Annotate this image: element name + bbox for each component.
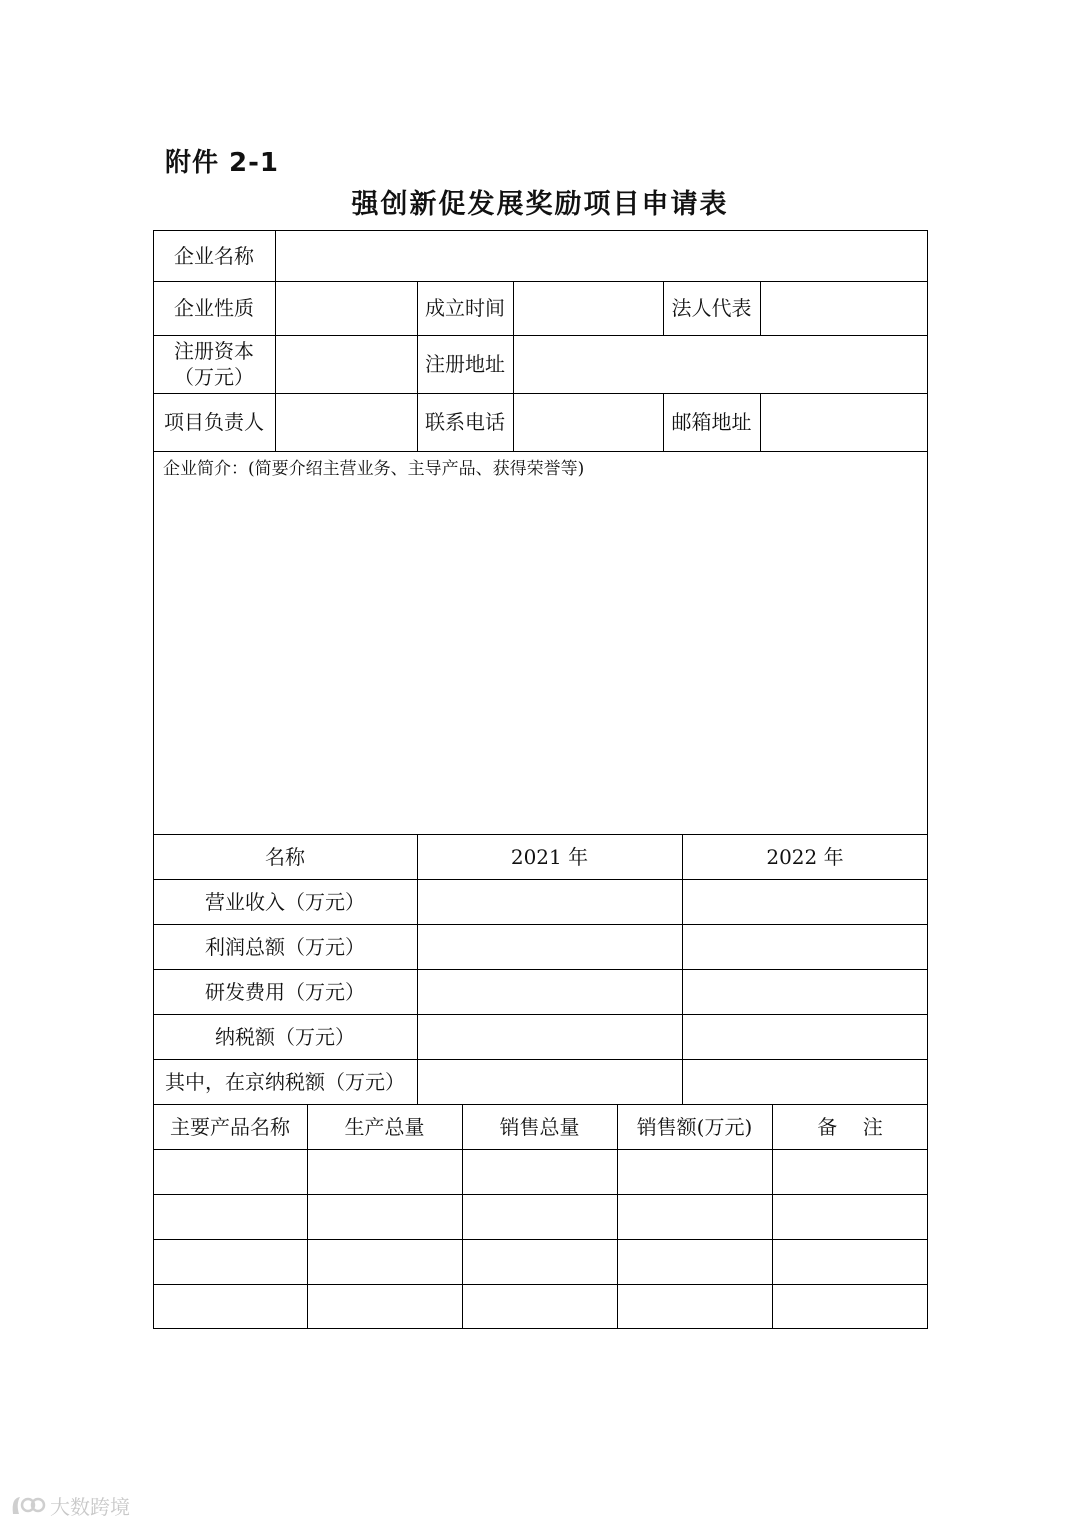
finance-header-name: 名称 — [265, 844, 305, 869]
company-name-field[interactable] — [276, 231, 927, 281]
watermark-logo-icon — [10, 1494, 46, 1518]
product-input-cell[interactable] — [308, 1285, 462, 1328]
finance-row-revenue: 营业收入（万元） — [205, 889, 365, 914]
product-input-cell[interactable] — [308, 1195, 462, 1239]
product-input-cell[interactable] — [463, 1195, 617, 1239]
product-input-cell[interactable] — [463, 1285, 617, 1328]
product-input-cell[interactable] — [773, 1285, 927, 1328]
finance-row-tax: 纳税额（万元） — [215, 1024, 355, 1049]
email-field[interactable] — [761, 394, 927, 451]
product-header-name: 主要产品名称 — [170, 1114, 290, 1139]
finance-row-beijing-tax: 其中，在京纳税额（万元） — [165, 1069, 405, 1094]
finance-header-2021: 2021 年 — [510, 844, 589, 869]
form-title: 强创新促发展奖励项目申请表 — [351, 189, 729, 220]
finance-input-cell[interactable] — [418, 1015, 682, 1059]
registered-capital-unit: （万元） — [174, 365, 254, 389]
company-type-field[interactable] — [276, 282, 417, 335]
product-input-cell[interactable] — [154, 1240, 307, 1284]
product-input-cell[interactable] — [463, 1150, 617, 1194]
registered-capital-label — [153, 335, 275, 393]
founded-field[interactable] — [514, 282, 663, 335]
finance-input-cell[interactable] — [418, 1060, 682, 1104]
watermark — [10, 1491, 130, 1520]
product-input-cell[interactable] — [773, 1195, 927, 1239]
product-input-cell[interactable] — [618, 1150, 772, 1194]
finance-input-cell[interactable] — [418, 925, 682, 969]
product-input-cell[interactable] — [154, 1150, 307, 1194]
phone-label: 联系电话 — [425, 410, 505, 434]
finance-header-2022: 2022 年 — [766, 844, 844, 869]
product-header-production: 生产总量 — [344, 1114, 425, 1139]
watermark-text: 大数跨境 — [50, 1495, 130, 1519]
row-line — [153, 1328, 928, 1329]
finance-row-rd: 研发费用（万元） — [205, 979, 365, 1004]
product-input-cell[interactable] — [308, 1150, 462, 1194]
legal-rep-field[interactable] — [761, 282, 927, 335]
product-header-sales-volume: 销售总量 — [499, 1114, 580, 1139]
product-input-cell[interactable] — [154, 1285, 307, 1328]
finance-input-cell[interactable] — [418, 880, 682, 924]
product-input-cell[interactable] — [463, 1240, 617, 1284]
company-name-label: 企业名称 — [174, 243, 254, 268]
company-type-label: 企业性质 — [174, 296, 254, 320]
registered-address-field[interactable] — [514, 336, 927, 393]
registered-capital-text: 注册资本 — [174, 339, 254, 363]
registered-capital-field[interactable] — [276, 336, 417, 393]
registered-address-label: 注册地址 — [425, 352, 505, 376]
finance-input-cell[interactable] — [683, 1060, 927, 1104]
row-line — [153, 451, 928, 452]
product-input-cell[interactable] — [773, 1240, 927, 1284]
product-input-cell[interactable] — [773, 1150, 927, 1194]
product-input-cell[interactable] — [308, 1240, 462, 1284]
legal-rep-label: 法人代表 — [671, 296, 752, 320]
finance-row-profit: 利润总额（万元） — [205, 934, 365, 959]
attachment-label: 附件 2-1 — [165, 148, 280, 178]
finance-input-cell[interactable] — [683, 1015, 927, 1059]
product-input-cell[interactable] — [618, 1240, 772, 1284]
company-intro-field[interactable] — [154, 482, 927, 834]
product-input-cell[interactable] — [154, 1195, 307, 1239]
company-intro-prompt: 企业简介：(简要介绍主营业务、主导产品、获得荣誉等) — [163, 459, 585, 479]
finance-input-cell[interactable] — [683, 880, 927, 924]
finance-input-cell[interactable] — [683, 925, 927, 969]
product-input-cell[interactable] — [618, 1285, 772, 1328]
product-header-sales-amount: 销售额(万元) — [636, 1114, 753, 1139]
project-lead-field[interactable] — [276, 394, 417, 451]
border-right — [927, 230, 928, 1329]
phone-field[interactable] — [514, 394, 663, 451]
project-lead-label: 项目负责人 — [164, 410, 264, 434]
product-input-cell[interactable] — [618, 1195, 772, 1239]
finance-input-cell[interactable] — [683, 970, 927, 1014]
product-header-remarks: 备 注 — [817, 1114, 883, 1139]
email-label: 邮箱地址 — [671, 410, 752, 434]
application-form — [153, 230, 928, 1329]
finance-input-cell[interactable] — [418, 970, 682, 1014]
founded-label: 成立时间 — [425, 296, 505, 320]
